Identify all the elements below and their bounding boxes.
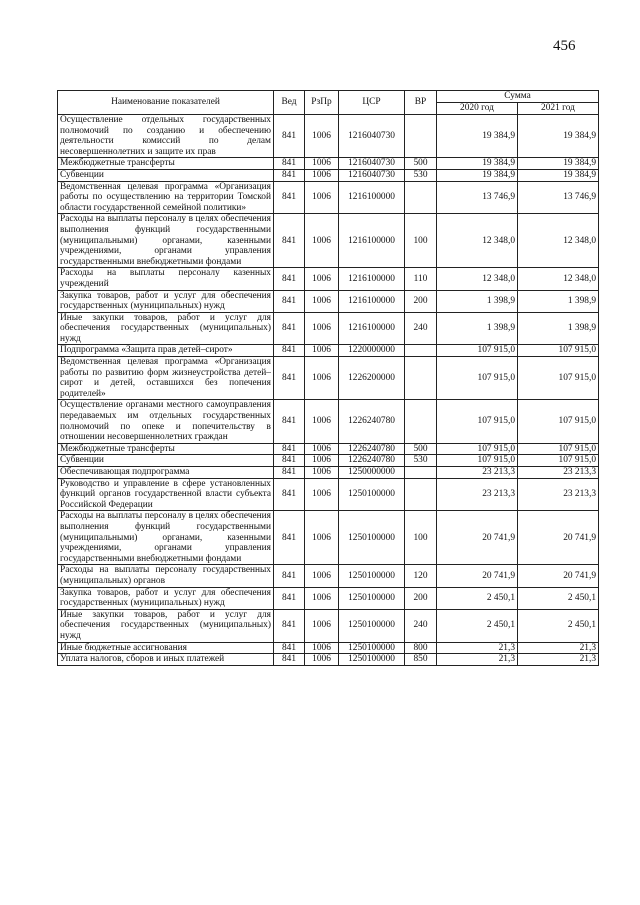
cell-vr bbox=[405, 400, 437, 443]
cell-name: Расходы на выплаты персоналу казенных учреждений bbox=[58, 268, 274, 290]
table-row bbox=[58, 290, 599, 312]
header-name: Наименование показателей bbox=[58, 91, 274, 115]
cell-vr: 120 bbox=[405, 565, 437, 587]
cell-ved: 841 bbox=[274, 345, 305, 357]
budget-table bbox=[57, 90, 599, 666]
cell-name: Иные закупки товаров, работ и услуг для обеспечения государственных (муниципальных) нужд bbox=[58, 609, 274, 642]
cell-2020: 19 384,9 bbox=[437, 158, 518, 170]
table-row bbox=[58, 115, 599, 158]
cell-ved: 841 bbox=[274, 565, 305, 587]
cell-2020: 2 450,1 bbox=[437, 587, 518, 609]
table-row bbox=[58, 312, 599, 345]
cell-2021: 107 915,0 bbox=[518, 455, 599, 467]
cell-csr: 1226240780 bbox=[339, 443, 405, 455]
cell-rzpr: 1006 bbox=[305, 312, 339, 345]
cell-name: Осуществление отдельных государственных полномочий по созданию и обеспечению деятельности комиссий по делам несовершеннолетних и защите их прав bbox=[58, 115, 274, 158]
cell-rzpr: 1006 bbox=[305, 565, 339, 587]
cell-ved: 841 bbox=[274, 158, 305, 170]
header-2021: 2021 год bbox=[518, 103, 599, 115]
cell-rzpr: 1006 bbox=[305, 587, 339, 609]
cell-rzpr: 1006 bbox=[305, 511, 339, 565]
cell-name: Ведомственная целевая программа «Организация работы по осуществлению на территории Томской области государственной семейной политики» bbox=[58, 181, 274, 214]
header-rzpr: РзПр bbox=[305, 91, 339, 115]
table-row bbox=[58, 587, 599, 609]
cell-name: Осуществление органами местного самоуправления передаваемых им отдельных государственных полномочий по опеке и попечительству в отношении несовершеннолетних граждан bbox=[58, 400, 274, 443]
cell-2021: 23 213,3 bbox=[518, 478, 599, 511]
cell-2021: 21,3 bbox=[518, 642, 599, 654]
cell-ved: 841 bbox=[274, 181, 305, 214]
cell-rzpr: 1006 bbox=[305, 400, 339, 443]
cell-2020: 21,3 bbox=[437, 654, 518, 666]
header-sum: Сумма bbox=[437, 91, 599, 103]
cell-ved: 841 bbox=[274, 443, 305, 455]
table-row bbox=[58, 511, 599, 565]
cell-csr: 1226240780 bbox=[339, 455, 405, 467]
cell-name: Подпрограмма «Защита прав детей–сирот» bbox=[58, 345, 274, 357]
cell-rzpr: 1006 bbox=[305, 214, 339, 268]
cell-2020: 20 741,9 bbox=[437, 511, 518, 565]
cell-csr: 1216100000 bbox=[339, 181, 405, 214]
cell-vr: 200 bbox=[405, 290, 437, 312]
page-number: 456 bbox=[553, 38, 576, 54]
cell-2020: 107 915,0 bbox=[437, 400, 518, 443]
cell-csr: 1216040730 bbox=[339, 115, 405, 158]
cell-csr: 1250100000 bbox=[339, 609, 405, 642]
cell-2020: 13 746,9 bbox=[437, 181, 518, 214]
cell-2020: 2 450,1 bbox=[437, 609, 518, 642]
table-row bbox=[58, 609, 599, 642]
cell-vr bbox=[405, 467, 437, 479]
cell-csr: 1250100000 bbox=[339, 642, 405, 654]
cell-ved: 841 bbox=[274, 654, 305, 666]
cell-ved: 841 bbox=[274, 455, 305, 467]
cell-2021: 21,3 bbox=[518, 654, 599, 666]
table-row bbox=[58, 268, 599, 290]
cell-csr: 1216040730 bbox=[339, 169, 405, 181]
cell-csr: 1250100000 bbox=[339, 654, 405, 666]
table-row bbox=[58, 467, 599, 479]
cell-csr: 1220000000 bbox=[339, 345, 405, 357]
cell-name: Расходы на выплаты персоналу в целях обеспечения выполнения функций государственными (муниципальными) органами, казенными учреждениями, органами управления государственными внебюджетными фондами bbox=[58, 511, 274, 565]
cell-csr: 1226240780 bbox=[339, 400, 405, 443]
cell-rzpr: 1006 bbox=[305, 357, 339, 400]
table-row bbox=[58, 654, 599, 666]
table-row bbox=[58, 357, 599, 400]
cell-csr: 1250100000 bbox=[339, 565, 405, 587]
table-row bbox=[58, 158, 599, 170]
cell-vr: 530 bbox=[405, 455, 437, 467]
table-row bbox=[58, 400, 599, 443]
cell-rzpr: 1006 bbox=[305, 268, 339, 290]
cell-csr: 1216100000 bbox=[339, 268, 405, 290]
cell-name: Закупка товаров, работ и услуг для обеспечения государственных (муниципальных) нужд bbox=[58, 587, 274, 609]
cell-2020: 107 915,0 bbox=[437, 357, 518, 400]
cell-csr: 1250000000 bbox=[339, 467, 405, 479]
cell-2021: 107 915,0 bbox=[518, 357, 599, 400]
cell-2021: 12 348,0 bbox=[518, 268, 599, 290]
cell-csr: 1250100000 bbox=[339, 478, 405, 511]
cell-name: Закупка товаров, работ и услуг для обеспечения государственных (муниципальных) нужд bbox=[58, 290, 274, 312]
cell-rzpr: 1006 bbox=[305, 290, 339, 312]
cell-rzpr: 1006 bbox=[305, 169, 339, 181]
cell-ved: 841 bbox=[274, 290, 305, 312]
cell-ved: 841 bbox=[274, 115, 305, 158]
cell-ved: 841 bbox=[274, 400, 305, 443]
cell-2020: 1 398,9 bbox=[437, 312, 518, 345]
table-row bbox=[58, 565, 599, 587]
cell-ved: 841 bbox=[274, 467, 305, 479]
cell-rzpr: 1006 bbox=[305, 654, 339, 666]
cell-csr: 1250100000 bbox=[339, 511, 405, 565]
cell-2021: 107 915,0 bbox=[518, 400, 599, 443]
cell-ved: 841 bbox=[274, 214, 305, 268]
header-2020: 2020 год bbox=[437, 103, 518, 115]
cell-vr bbox=[405, 181, 437, 214]
cell-rzpr: 1006 bbox=[305, 455, 339, 467]
cell-2020: 12 348,0 bbox=[437, 268, 518, 290]
cell-vr: 100 bbox=[405, 214, 437, 268]
cell-2021: 107 915,0 bbox=[518, 443, 599, 455]
cell-2020: 20 741,9 bbox=[437, 565, 518, 587]
cell-csr: 1216040730 bbox=[339, 158, 405, 170]
table-row bbox=[58, 443, 599, 455]
cell-2020: 107 915,0 bbox=[437, 443, 518, 455]
cell-2021: 13 746,9 bbox=[518, 181, 599, 214]
cell-ved: 841 bbox=[274, 357, 305, 400]
cell-2021: 19 384,9 bbox=[518, 158, 599, 170]
cell-2021: 1 398,9 bbox=[518, 312, 599, 345]
cell-vr: 500 bbox=[405, 158, 437, 170]
cell-name: Ведомственная целевая программа «Организация работы по развитию форм жизнеустройства детей–сирот и детей, оставшихся без попечения родителей» bbox=[58, 357, 274, 400]
cell-name: Межбюджетные трансферты bbox=[58, 443, 274, 455]
cell-2021: 19 384,9 bbox=[518, 169, 599, 181]
table-row bbox=[58, 214, 599, 268]
cell-ved: 841 bbox=[274, 609, 305, 642]
table-row bbox=[58, 642, 599, 654]
cell-vr bbox=[405, 345, 437, 357]
cell-rzpr: 1006 bbox=[305, 181, 339, 214]
header-vr: ВР bbox=[405, 91, 437, 115]
cell-rzpr: 1006 bbox=[305, 467, 339, 479]
cell-rzpr: 1006 bbox=[305, 609, 339, 642]
cell-rzpr: 1006 bbox=[305, 158, 339, 170]
cell-ved: 841 bbox=[274, 511, 305, 565]
cell-csr: 1226200000 bbox=[339, 357, 405, 400]
cell-name: Субвенции bbox=[58, 455, 274, 467]
cell-csr: 1216100000 bbox=[339, 312, 405, 345]
cell-csr: 1216100000 bbox=[339, 290, 405, 312]
cell-2020: 19 384,9 bbox=[437, 115, 518, 158]
cell-ved: 841 bbox=[274, 587, 305, 609]
cell-vr: 100 bbox=[405, 511, 437, 565]
cell-2021: 19 384,9 bbox=[518, 115, 599, 158]
cell-2021: 2 450,1 bbox=[518, 609, 599, 642]
cell-name: Иные закупки товаров, работ и услуг для обеспечения государственных (муниципальных) нужд bbox=[58, 312, 274, 345]
cell-rzpr: 1006 bbox=[305, 443, 339, 455]
cell-name: Расходы на выплаты персоналу в целях обеспечения выполнения функций государственными (муниципальными) органами, казенными учреждениями, органами управления государственными внебюджетными фондами bbox=[58, 214, 274, 268]
cell-ved: 841 bbox=[274, 642, 305, 654]
cell-vr: 530 bbox=[405, 169, 437, 181]
cell-vr bbox=[405, 357, 437, 400]
cell-ved: 841 bbox=[274, 312, 305, 345]
cell-vr: 110 bbox=[405, 268, 437, 290]
cell-2020: 23 213,3 bbox=[437, 478, 518, 511]
cell-2021: 23 213,3 bbox=[518, 467, 599, 479]
cell-ved: 841 bbox=[274, 268, 305, 290]
cell-rzpr: 1006 bbox=[305, 478, 339, 511]
cell-name: Уплата налогов, сборов и иных платежей bbox=[58, 654, 274, 666]
cell-2020: 19 384,9 bbox=[437, 169, 518, 181]
cell-2021: 20 741,9 bbox=[518, 511, 599, 565]
cell-name: Межбюджетные трансферты bbox=[58, 158, 274, 170]
cell-vr bbox=[405, 478, 437, 511]
cell-vr: 500 bbox=[405, 443, 437, 455]
cell-name: Субвенции bbox=[58, 169, 274, 181]
cell-rzpr: 1006 bbox=[305, 642, 339, 654]
cell-2021: 20 741,9 bbox=[518, 565, 599, 587]
table-row bbox=[58, 345, 599, 357]
cell-name: Обеспечивающая подпрограмма bbox=[58, 467, 274, 479]
cell-vr: 240 bbox=[405, 312, 437, 345]
cell-vr: 800 bbox=[405, 642, 437, 654]
cell-vr bbox=[405, 115, 437, 158]
table-body bbox=[58, 115, 599, 666]
header-ved: Вед bbox=[274, 91, 305, 115]
table-row bbox=[58, 478, 599, 511]
cell-2021: 1 398,9 bbox=[518, 290, 599, 312]
cell-name: Иные бюджетные ассигнования bbox=[58, 642, 274, 654]
cell-2021: 107 915,0 bbox=[518, 345, 599, 357]
cell-2021: 2 450,1 bbox=[518, 587, 599, 609]
cell-2021: 12 348,0 bbox=[518, 214, 599, 268]
cell-2020: 21,3 bbox=[437, 642, 518, 654]
table-row bbox=[58, 181, 599, 214]
cell-2020: 23 213,3 bbox=[437, 467, 518, 479]
cell-ved: 841 bbox=[274, 169, 305, 181]
cell-name: Расходы на выплаты персоналу государственных (муниципальных) органов bbox=[58, 565, 274, 587]
cell-rzpr: 1006 bbox=[305, 115, 339, 158]
cell-2020: 1 398,9 bbox=[437, 290, 518, 312]
cell-csr: 1250100000 bbox=[339, 587, 405, 609]
cell-vr: 850 bbox=[405, 654, 437, 666]
cell-ved: 841 bbox=[274, 478, 305, 511]
table-row bbox=[58, 169, 599, 181]
cell-name: Руководство и управление в сфере установленных функций органов государственной власти субъекта Российской Федерации bbox=[58, 478, 274, 511]
cell-vr: 240 bbox=[405, 609, 437, 642]
cell-2020: 12 348,0 bbox=[437, 214, 518, 268]
header-csr: ЦСР bbox=[339, 91, 405, 115]
table-row bbox=[58, 455, 599, 467]
cell-rzpr: 1006 bbox=[305, 345, 339, 357]
cell-vr: 200 bbox=[405, 587, 437, 609]
cell-2020: 107 915,0 bbox=[437, 455, 518, 467]
cell-csr: 1216100000 bbox=[339, 214, 405, 268]
cell-2020: 107 915,0 bbox=[437, 345, 518, 357]
